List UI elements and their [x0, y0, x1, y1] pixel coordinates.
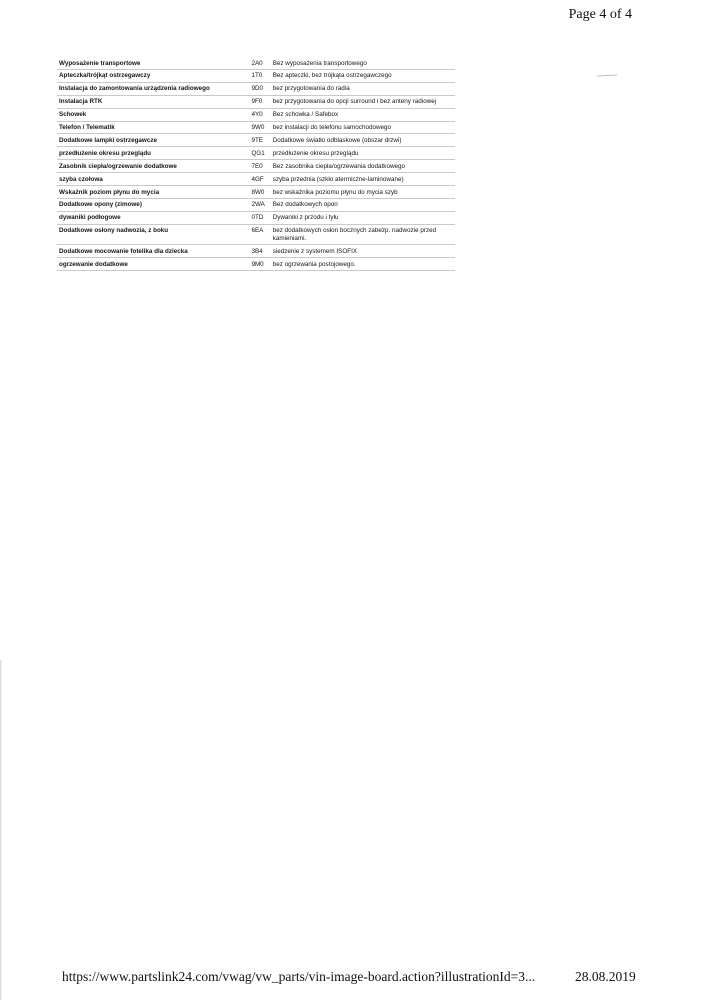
option-name: Dodatkowe osłony nadwozia, z boku	[57, 224, 251, 244]
scan-stray-mark	[597, 74, 617, 76]
option-name: Apteczka/trójkąt ostrzegawczy	[57, 69, 251, 82]
option-code: 9D0	[251, 82, 271, 95]
table-row	[57, 108, 455, 121]
option-code: 9TE	[251, 134, 271, 147]
table-row	[57, 82, 455, 95]
option-name: Dodatkowe opony (zimowe)	[57, 198, 251, 211]
option-description: siedzenie z systemem ISOFIX	[272, 245, 455, 258]
option-code: 0TD	[251, 211, 271, 224]
option-code: 4GF	[251, 173, 271, 186]
option-description: Dywaniki z przodu i tyłu	[272, 211, 455, 224]
table-row	[57, 186, 455, 199]
option-description: bez przygotowania do opcji surround i bez anteny radiowej	[272, 95, 455, 108]
option-code: 9W0	[251, 121, 271, 134]
scan-edge-shadow	[0, 660, 2, 1000]
option-name: Schowek	[57, 108, 251, 121]
option-name: Instalacja RTK	[57, 95, 251, 108]
option-description: Bez schowka / Safebox	[272, 108, 455, 121]
option-name: Telefon / Telematik	[57, 121, 251, 134]
option-code: 4Y0	[251, 108, 271, 121]
option-name: Zasobnik ciepła/ogrzewanie dodatkowe	[57, 160, 251, 173]
option-name: Instalacja do zamontowania urządzenia radiowego	[57, 82, 251, 95]
table-row	[57, 95, 455, 108]
table-row	[57, 160, 455, 173]
page-number: Page 4 of 4	[568, 7, 632, 22]
option-name: szyba czołowa	[57, 173, 251, 186]
option-description: przedłużenie okresu przeglądu	[272, 147, 455, 160]
option-name: dywaniki podłogowe	[57, 211, 251, 224]
table-row	[57, 245, 455, 258]
option-name: Wskaźnik poziom płynu do mycia	[57, 186, 251, 199]
table-row	[57, 224, 455, 244]
option-code: 3B4	[251, 245, 271, 258]
table-row	[57, 258, 455, 271]
option-description: Bez dodatkowych opon	[272, 198, 455, 211]
option-name: Wyposażenie transportowe	[57, 57, 251, 69]
footer-date: 28.08.2019	[575, 969, 636, 984]
option-description: bez instalacji do telefonu samochodowego	[272, 121, 455, 134]
option-description: Bez apteczki, bez trójkąta ostrzegawczego	[272, 69, 455, 82]
option-description: bez ogrzewania postojowego.	[272, 258, 455, 271]
footer-url: https://www.partslink24.com/vwag/vw_parts/vin-image-board.action?illustrationId=3...	[62, 969, 536, 984]
option-description: bez dodatkowych osłon bocznych zabezp. nadwozie przed kamieniami.	[272, 224, 455, 244]
option-description: Bez zasobnika ciepła/ogrzewania dodatkowego	[272, 160, 455, 173]
option-description: bez przygotowania do radia	[272, 82, 455, 95]
option-description: Dodatkowe światło odblaskowe (obszar drzwi)	[272, 134, 455, 147]
table-row	[57, 57, 455, 69]
option-code: 2A0	[251, 57, 271, 69]
table-row	[57, 198, 455, 211]
table-row	[57, 69, 455, 82]
option-name: ogrzewanie dodatkowe	[57, 258, 251, 271]
option-code: 2WA	[251, 198, 271, 211]
option-code: 7E0	[251, 160, 271, 173]
option-description: szyba przednia (szkło atermiczne-laminowane)	[272, 173, 455, 186]
table-row	[57, 147, 455, 160]
table-row	[57, 211, 455, 224]
option-code: 1T0	[251, 69, 271, 82]
option-code: 9M0	[251, 258, 271, 271]
option-description: Bez wyposażenia transportowego	[272, 57, 455, 69]
option-code: 8W0	[251, 186, 271, 199]
option-code: QG1	[251, 147, 271, 160]
table-row	[57, 173, 455, 186]
table-row	[57, 134, 455, 147]
table-row	[57, 121, 455, 134]
option-code: 6EA	[251, 224, 271, 244]
option-code: 9F0	[251, 95, 271, 108]
option-name: Dodatkowe mocowanie fotelika dla dziecka	[57, 245, 251, 258]
options-table-body	[57, 57, 455, 270]
option-name: przedłużenie okresu przeglądu	[57, 147, 251, 160]
option-description: bez wskaźnika poziomu płynu do mycia szyb	[272, 186, 455, 199]
option-name: Dodatkowe lampki ostrzegawcze	[57, 134, 251, 147]
vehicle-options-table	[57, 57, 455, 271]
